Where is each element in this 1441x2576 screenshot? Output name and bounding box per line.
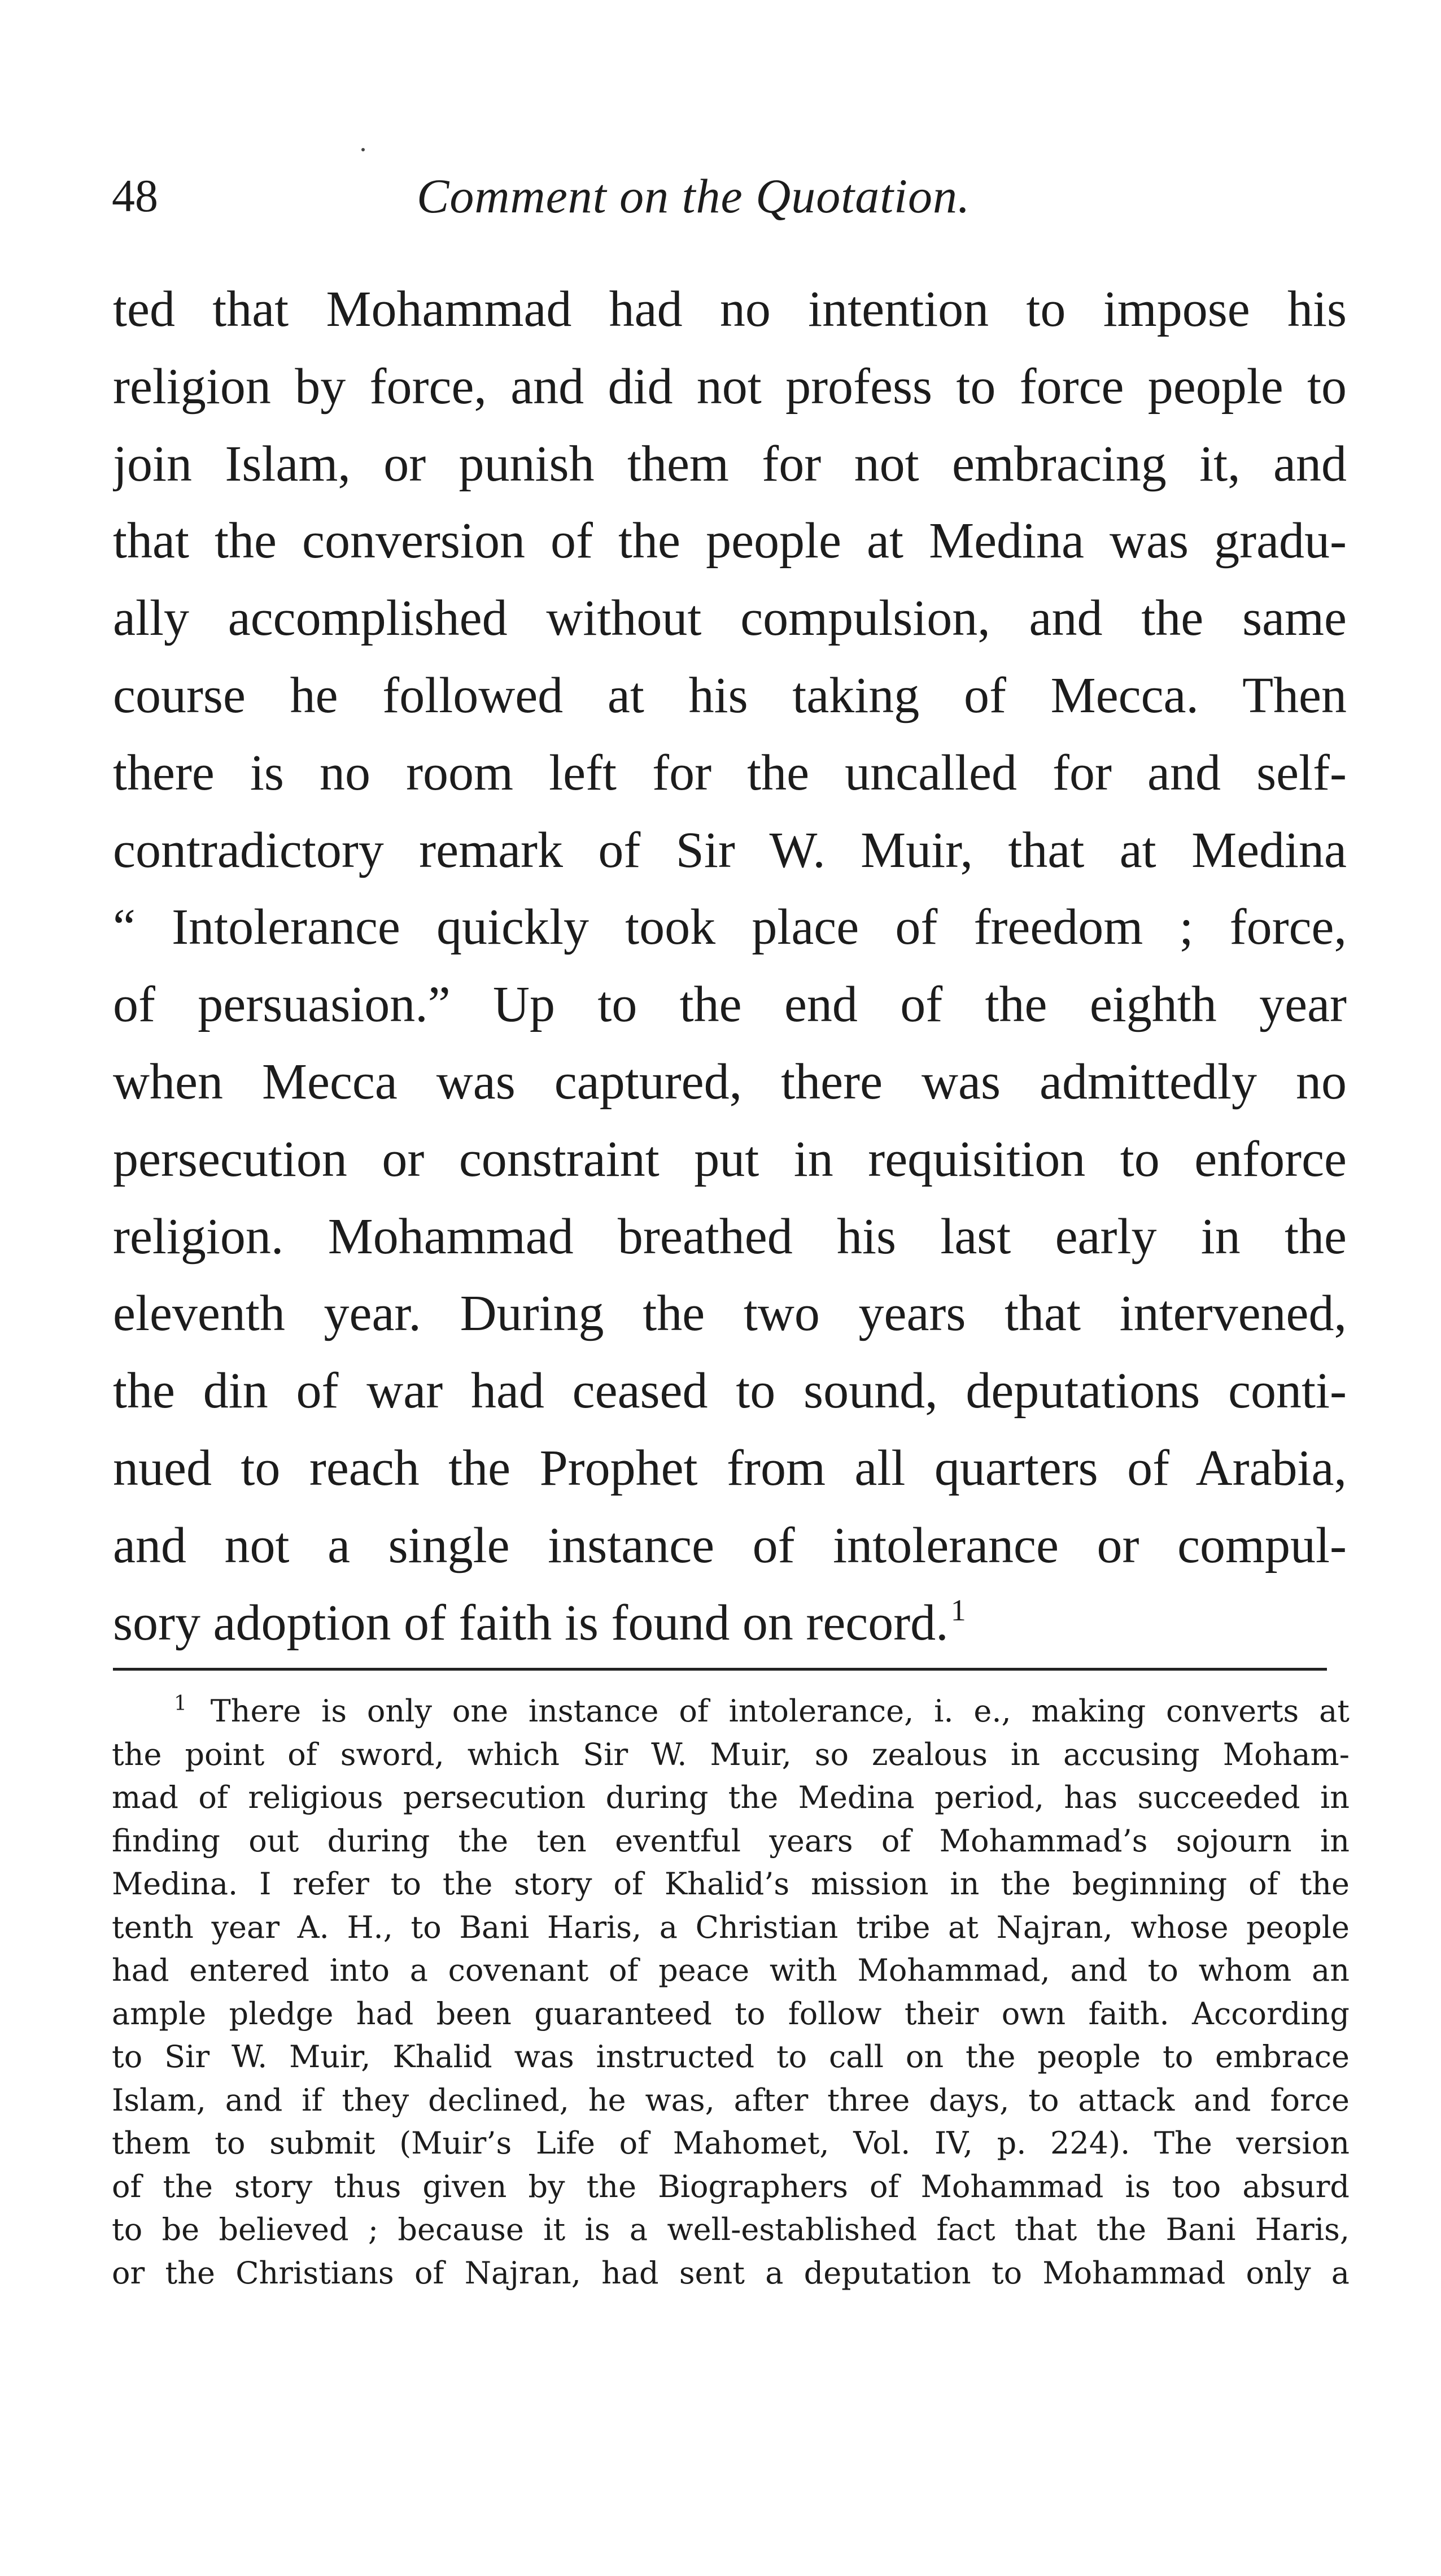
body-line: the din of war had ceased to sound, deputations conti- bbox=[113, 1363, 1347, 1419]
footnote-line: tenth year A. H., to Bani Haris, a Christian tribe at Najran, whose people bbox=[112, 1909, 1350, 1945]
body-line: religion. Mohammad breathed his last early in the bbox=[113, 1208, 1347, 1265]
footnote-line: to Sir W. Muir, Khalid was instructed to call on the people to embrace bbox=[112, 2039, 1350, 2074]
footnote-line: Islam, and if they declined, he was, after three days, to attack and force bbox=[112, 2082, 1350, 2118]
body-line: there is no room left for the uncalled for and self- bbox=[113, 744, 1347, 801]
footnote-line: the point of sword, which Sir W. Muir, so zealous in accusing Moham- bbox=[112, 1736, 1350, 1772]
page-number: 48 bbox=[112, 170, 158, 221]
body-text bbox=[113, 271, 1347, 1662]
ink-speck bbox=[361, 148, 365, 151]
footnote-line: had entered into a covenant of peace with Mohammad, and to whom an bbox=[112, 1952, 1350, 1988]
body-line: when Mecca was captured, there was admittedly no bbox=[113, 1053, 1347, 1110]
body-line: religion by force, and did not profess to force people to bbox=[113, 358, 1347, 415]
body-line-text: sory adoption of faith is found on record. bbox=[113, 1594, 949, 1651]
footnote-line: Medina. I refer to the story of Khalid’s mission in the beginning of the bbox=[112, 1866, 1350, 1902]
footnote-line: to be believed ; because it is a well-established fact that the Bani Haris, bbox=[112, 2212, 1350, 2247]
body-line: ted that Mohammad had no intention to impose his bbox=[113, 281, 1347, 337]
footnote-line bbox=[112, 1690, 1350, 1733]
footnote bbox=[112, 1690, 1350, 2295]
footnote-line: or the Christians of Najran, had sent a deputation to Mohammad only a bbox=[112, 2255, 1350, 2291]
footnote-reference[interactable]: 1 bbox=[950, 1593, 966, 1627]
body-line: of persuasion.” Up to the end of the eighth year bbox=[113, 977, 1347, 1033]
footnote-number: 1 bbox=[174, 1692, 187, 1715]
body-line: ally accomplished without compulsion, and the same bbox=[113, 590, 1347, 647]
footnote-line: them to submit (Muir’s Life of Mahomet, Vol. IV, p. 224). The version bbox=[112, 2125, 1350, 2161]
footnote-line: ample pledge had been guaranteed to follow their own faith. According bbox=[112, 1995, 1350, 2032]
body-line: and not a single instance of intolerance or compul- bbox=[113, 1517, 1347, 1574]
footnote-line: finding out during the ten eventful years of Mohammad’s sojourn in bbox=[112, 1823, 1350, 1859]
footnote-line-text: There is only one instance of intolerance, i. e., making converts at bbox=[210, 1693, 1350, 1729]
body-line: join Islam, or punish them for not embracing it, and bbox=[113, 435, 1347, 492]
page-header bbox=[112, 165, 1343, 233]
body-line: course he followed at his taking of Mecca. Then bbox=[113, 667, 1347, 723]
body-line-last bbox=[113, 1585, 1347, 1662]
body-line: that the conversion of the people at Medina was gradu- bbox=[113, 513, 1347, 569]
footnote-line: mad of religious persecution during the Medina period, has succeeded in bbox=[112, 1780, 1350, 1815]
body-line: “ Intolerance quickly took place of freedom ; force, bbox=[113, 899, 1347, 956]
running-title: Comment on the Quotation. bbox=[417, 169, 971, 223]
footnote-line: of the story thus given by the Biographers of Mohammad is too absurd bbox=[112, 2168, 1350, 2204]
footnote-divider bbox=[113, 1668, 1327, 1671]
body-line: persecution or constraint put in requisition to enforce bbox=[113, 1131, 1347, 1187]
body-line: eleventh year. During the two years that intervened, bbox=[113, 1285, 1347, 1342]
body-line: nued to reach the Prophet from all quarters of Arabia, bbox=[113, 1440, 1347, 1496]
body-line: contradictory remark of Sir W. Muir, that at Medina bbox=[113, 822, 1347, 878]
